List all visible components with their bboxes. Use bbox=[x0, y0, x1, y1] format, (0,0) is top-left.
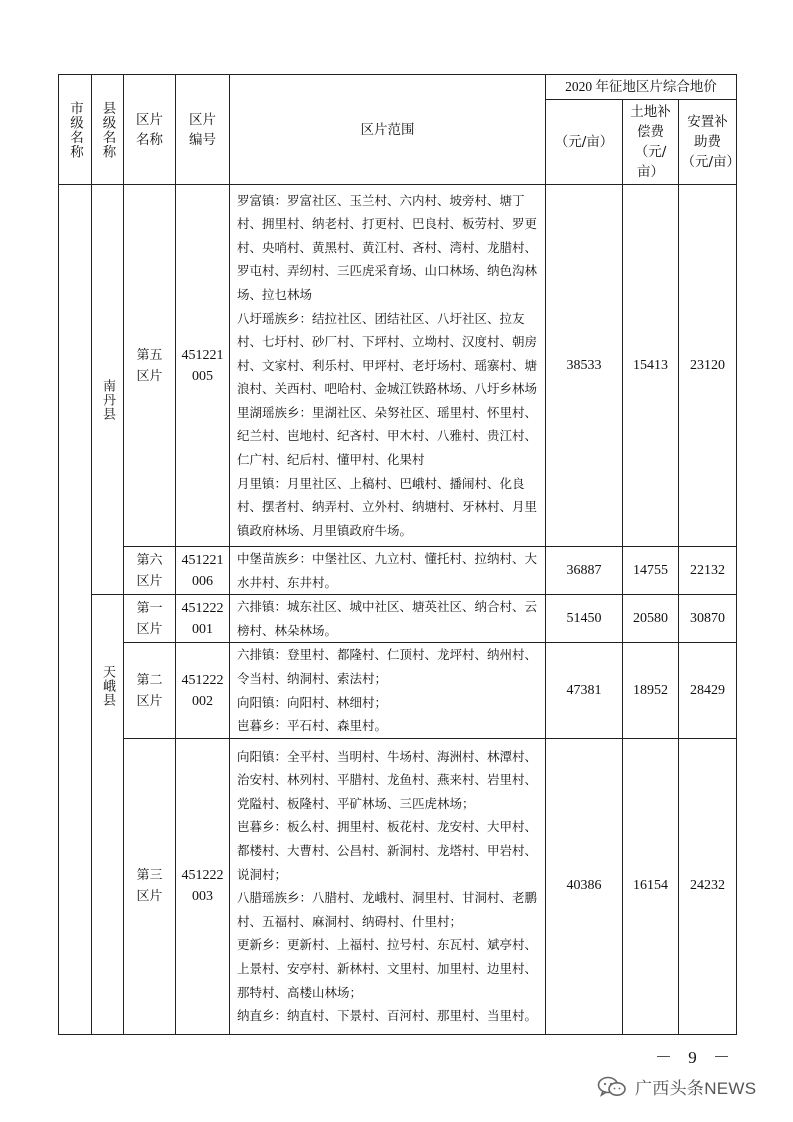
wechat-icon bbox=[597, 1075, 627, 1099]
land-comp-cell: 14755 bbox=[623, 547, 679, 595]
watermark-text: 广西头条NEWS bbox=[635, 1079, 757, 1098]
zone-scope-cell: 六排镇：登里村、都隆村、仁顶村、龙坪村、纳州村、令当村、纳洞村、索法村； 向阳镇：向阳村、林细村； 岜暮乡：平石村、森里村。 bbox=[230, 643, 546, 738]
table-row bbox=[59, 643, 737, 738]
price-cell: 36887 bbox=[546, 547, 623, 595]
zone-scope-cell: 中堡苗族乡：中堡社区、九立村、懂托村、拉纳村、大水井村、东井村。 bbox=[230, 547, 546, 595]
zone-name-cell: 第五区片 bbox=[124, 185, 176, 547]
table-row bbox=[59, 547, 737, 595]
header-zone-code: 区片编号 bbox=[176, 75, 230, 185]
zone-name-cell: 第二区片 bbox=[124, 643, 176, 738]
header-zone-name: 区片名称 bbox=[124, 75, 176, 185]
price-cell: 40386 bbox=[546, 738, 623, 1034]
header-resettle: 安置补助费（元/亩） bbox=[679, 100, 737, 185]
land-comp-cell: 18952 bbox=[623, 643, 679, 738]
land-comp-cell: 20580 bbox=[623, 595, 679, 643]
page-number: － 9 － bbox=[655, 1048, 736, 1067]
county-cell: 天峨县 bbox=[92, 595, 124, 1035]
header-city: 市级名称 bbox=[59, 75, 92, 185]
land-comp-cell: 15413 bbox=[623, 185, 679, 547]
header-land-comp: 土地补偿费（元/亩） bbox=[623, 100, 679, 185]
zone-name-cell: 第一区片 bbox=[124, 595, 176, 643]
zone-code-cell: 451222001 bbox=[176, 595, 230, 643]
resettle-cell: 24232 bbox=[679, 738, 737, 1034]
zone-scope-cell: 六排镇：城东社区、城中社区、塘英社区、纳合村、云榜村、林朵林场。 bbox=[230, 595, 546, 643]
resettle-cell: 28429 bbox=[679, 643, 737, 738]
table-row bbox=[59, 185, 737, 547]
table-row bbox=[59, 738, 737, 1034]
resettle-cell: 23120 bbox=[679, 185, 737, 547]
zone-code-cell: 451221005 bbox=[176, 185, 230, 547]
resettle-cell: 30870 bbox=[679, 595, 737, 643]
header-price-group: 2020 年征地区片综合地价 bbox=[546, 75, 737, 100]
price-cell: 51450 bbox=[546, 595, 623, 643]
zone-code-cell: 451222003 bbox=[176, 738, 230, 1034]
zone-name-cell: 第六区片 bbox=[124, 547, 176, 595]
zone-scope-cell: 罗富镇：罗富社区、玉兰村、六内村、坡旁村、塘丁村、拥里村、纳老村、打更村、巴良村、板劳村、罗更村、央哨村、黄黑村、黄江村、吝村、湾村、龙腊村、罗屯村、弄纫村、三匹虎采育场、山口林场、纳色沟林场、拉乜林场 八圩瑶族乡：结拉社区、团结社区、八圩社区、拉友村、七圩村、砂厂村、下坪村、立坳村、汉度村、朝房村、文家村、利乐村、甲坪村、老圩场村、瑶寨村、塘浪村、关西村、吧哈村、金城江铁路林场、八圩乡林场 里湖瑶族乡：里湖社区、朵努社区、瑶里村、怀里村、纪兰村、岜地村、纪吝村、甲木村、八雅村、贵江村、仁广村、纪后村、懂甲村、化果村 月里镇：月里社区、上稿村、巴峨村、播闹村、化良村、摆者村、纳弄村、立外村、纳塘村、牙林村、月里镇政府林场、月里镇政府牛场。 bbox=[230, 185, 546, 547]
county-cell: 南丹县 bbox=[92, 185, 124, 595]
land-price-table bbox=[58, 74, 741, 1035]
header-scope: 区片范围 bbox=[230, 75, 546, 185]
watermark bbox=[597, 1074, 756, 1099]
zone-code-cell: 451221006 bbox=[176, 547, 230, 595]
city-cell bbox=[59, 185, 92, 1035]
table-row bbox=[59, 595, 737, 643]
zone-scope-cell: 向阳镇：全平村、当明村、牛场村、海洲村、林潭村、治安村、林列村、平腊村、龙鱼村、燕来村、岩里村、党隘村、板隆村、平矿林场、三匹虎林场； 岜暮乡：板么村、拥里村、板花村、龙安村、大甲村、都楼村、大曹村、公昌村、新洞村、龙塔村、甲岩村、说洞村； 八腊瑶族乡：八腊村、龙峨村、洞里村、甘洞村、老鹏村、五福村、麻洞村、纳碍村、什里村； 更新乡：更新村、上福村、拉号村、东瓦村、斌亭村、上景村、安亭村、新林村、文里村、加里村、边里村、那特村、高楼山林场； 纳直乡：纳直村、下景村、百河村、那里村、当里村。 bbox=[230, 738, 546, 1034]
header-county: 县级名称 bbox=[92, 75, 124, 185]
resettle-cell: 22132 bbox=[679, 547, 737, 595]
header-price-unit: （元/亩） bbox=[546, 100, 623, 185]
zone-code-cell: 451222002 bbox=[176, 643, 230, 738]
price-cell: 47381 bbox=[546, 643, 623, 738]
zone-name-cell: 第三区片 bbox=[124, 738, 176, 1034]
price-cell: 38533 bbox=[546, 185, 623, 547]
land-comp-cell: 16154 bbox=[623, 738, 679, 1034]
